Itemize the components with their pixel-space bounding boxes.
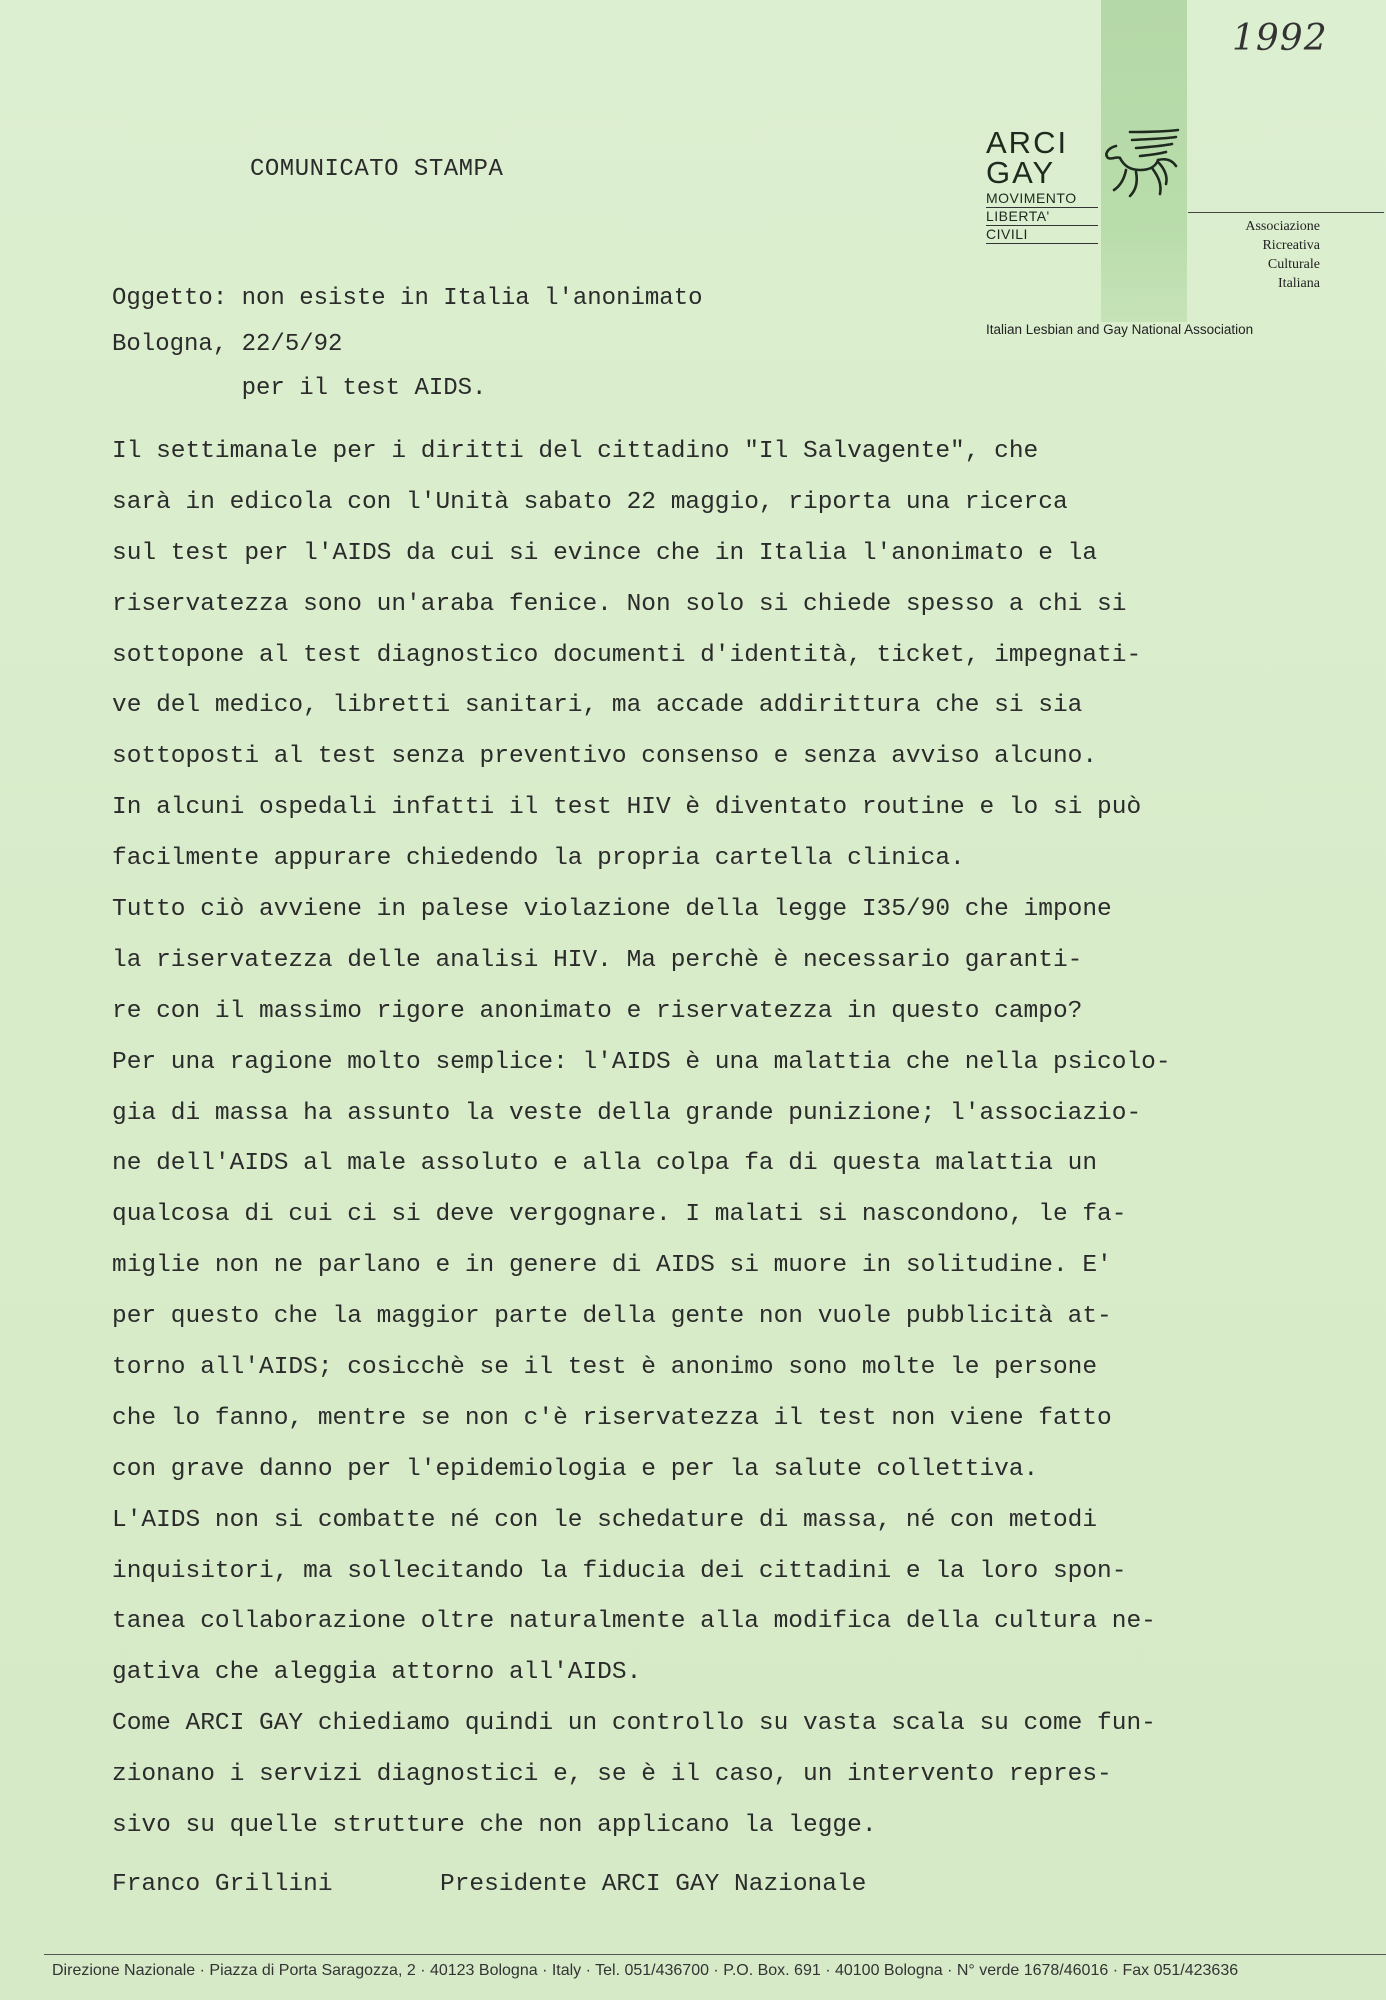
logo-arci: ARCI — [986, 125, 1069, 160]
logo-liberta: LIBERTA' — [986, 208, 1098, 226]
pegasus-icon — [1096, 126, 1182, 206]
body-line: ne dell'AIDS al male assoluto e alla colpa fa di questa malattia un — [112, 1150, 1098, 1178]
document-title: COMUNICATO STAMPA — [250, 156, 504, 183]
handwritten-year-note: 1992 — [1232, 18, 1328, 59]
body-line: Tutto ciò avviene in palese violazione della legge I35/90 che impone — [112, 896, 1112, 924]
body-line: la riservatezza delle analisi HIV. Ma perchè è necessario garanti- — [112, 946, 1083, 974]
body-line: zionano i servizi diagnostici e, se è il caso, un intervento repres- — [112, 1761, 1112, 1789]
body-line: sarà in edicola con l'Unità sabato 22 maggio, riporta una ricerca — [112, 488, 1068, 516]
signature-role: Presidente ARCI GAY Nazionale — [440, 1871, 867, 1898]
body-line: facilmente appurare chiedendo la propria cartella clinica. — [112, 845, 965, 873]
english-tagline: Italian Lesbian and Gay National Association — [986, 322, 1254, 337]
body-line: gia di massa ha assunto la veste della grande punizione; l'associazio- — [112, 1099, 1142, 1127]
footer-rule — [44, 1954, 1386, 1955]
body-line: tanea collaborazione oltre naturalmente alla modifica della cultura ne- — [112, 1608, 1156, 1636]
body-line: sottoposti al test senza preventivo consenso e senza avviso alcuno. — [112, 743, 1098, 771]
association-line: Associazione — [1245, 219, 1320, 234]
signature-name: Franco Grillini — [112, 1871, 333, 1898]
association-line: Culturale — [1267, 257, 1320, 272]
body-line: miglie non ne parlano e in genere di AIDS si muore in solitudine. E' — [112, 1252, 1112, 1280]
body-line: torno all'AIDS; cosicchè se il test è anonimo sono molte le persone — [112, 1354, 1098, 1382]
body-line: Come ARCI GAY chiediamo quindi un controllo su vasta scala su come fun- — [112, 1710, 1156, 1738]
body-line: per questo che la maggior parte della gente non vuole pubblicità at- — [112, 1303, 1112, 1331]
association-line: Ricreativa — [1262, 238, 1320, 253]
body-line: L'AIDS non si combatte né con le schedature di massa, né con metodi — [112, 1506, 1098, 1534]
body-line: che lo fanno, mentre se non c'è riservatezza il test non viene fatto — [112, 1404, 1112, 1432]
logo-civili: CIVILI — [986, 226, 1098, 244]
press-release-body — [112, 427, 1171, 1852]
association-block — [1190, 217, 1320, 293]
date-line: Bologna, 22/5/92 — [112, 331, 343, 358]
association-line: Italiana — [1278, 276, 1320, 291]
logo-gay: GAY — [986, 155, 1056, 190]
body-line: con grave danno per l'epidemiologia e per la salute collettiva. — [112, 1455, 1039, 1483]
logo-movimento: MOVIMENTO — [986, 190, 1098, 208]
subject-line: Oggetto: non esiste in Italia l'anonimato — [112, 285, 703, 312]
letterhead-rule — [1188, 212, 1384, 213]
footer-address: Direzione Nazionale · Piazza di Porta Saragozza, 2 · 40123 Bologna · Italy · Tel. 051/436700 · P.O. Box. 691 · 40100 Bologna · N° verde 1678/46016 · Fax 051/423636 — [52, 1962, 1239, 1979]
body-line: Il settimanale per i diritti del cittadino "Il Salvagente", che — [112, 438, 1039, 465]
body-line: Per una ragione molto semplice: l'AIDS è una malattia che nella psicolo- — [112, 1048, 1171, 1076]
body-line: sivo su quelle strutture che non applicano la legge. — [112, 1812, 877, 1840]
body-line: inquisitori, ma sollecitando la fiducia dei cittadini e la loro spon- — [112, 1557, 1127, 1585]
body-line: gativa che aleggia attorno all'AIDS. — [112, 1659, 642, 1687]
subject-line: per il test AIDS. — [112, 375, 487, 402]
body-line: qualcosa di cui ci si deve vergognare. I malati si nascondono, le fa- — [112, 1201, 1127, 1229]
body-line: In alcuni ospedali infatti il test HIV è diventato routine e lo si può — [112, 794, 1142, 822]
body-line: sul test per l'AIDS da cui si evince che in Italia l'anonimato e la — [112, 539, 1098, 567]
body-line: sottopone al test diagnostico documenti d'identità, ticket, impegnati- — [112, 641, 1142, 669]
body-line: ve del medico, libretti sanitari, ma accade addirittura che si sia — [112, 692, 1083, 720]
body-line: re con il massimo rigore anonimato e riservatezza in questo campo? — [112, 997, 1083, 1025]
body-line: riservatezza sono un'araba fenice. Non solo si chiede spesso a chi si — [112, 590, 1127, 618]
